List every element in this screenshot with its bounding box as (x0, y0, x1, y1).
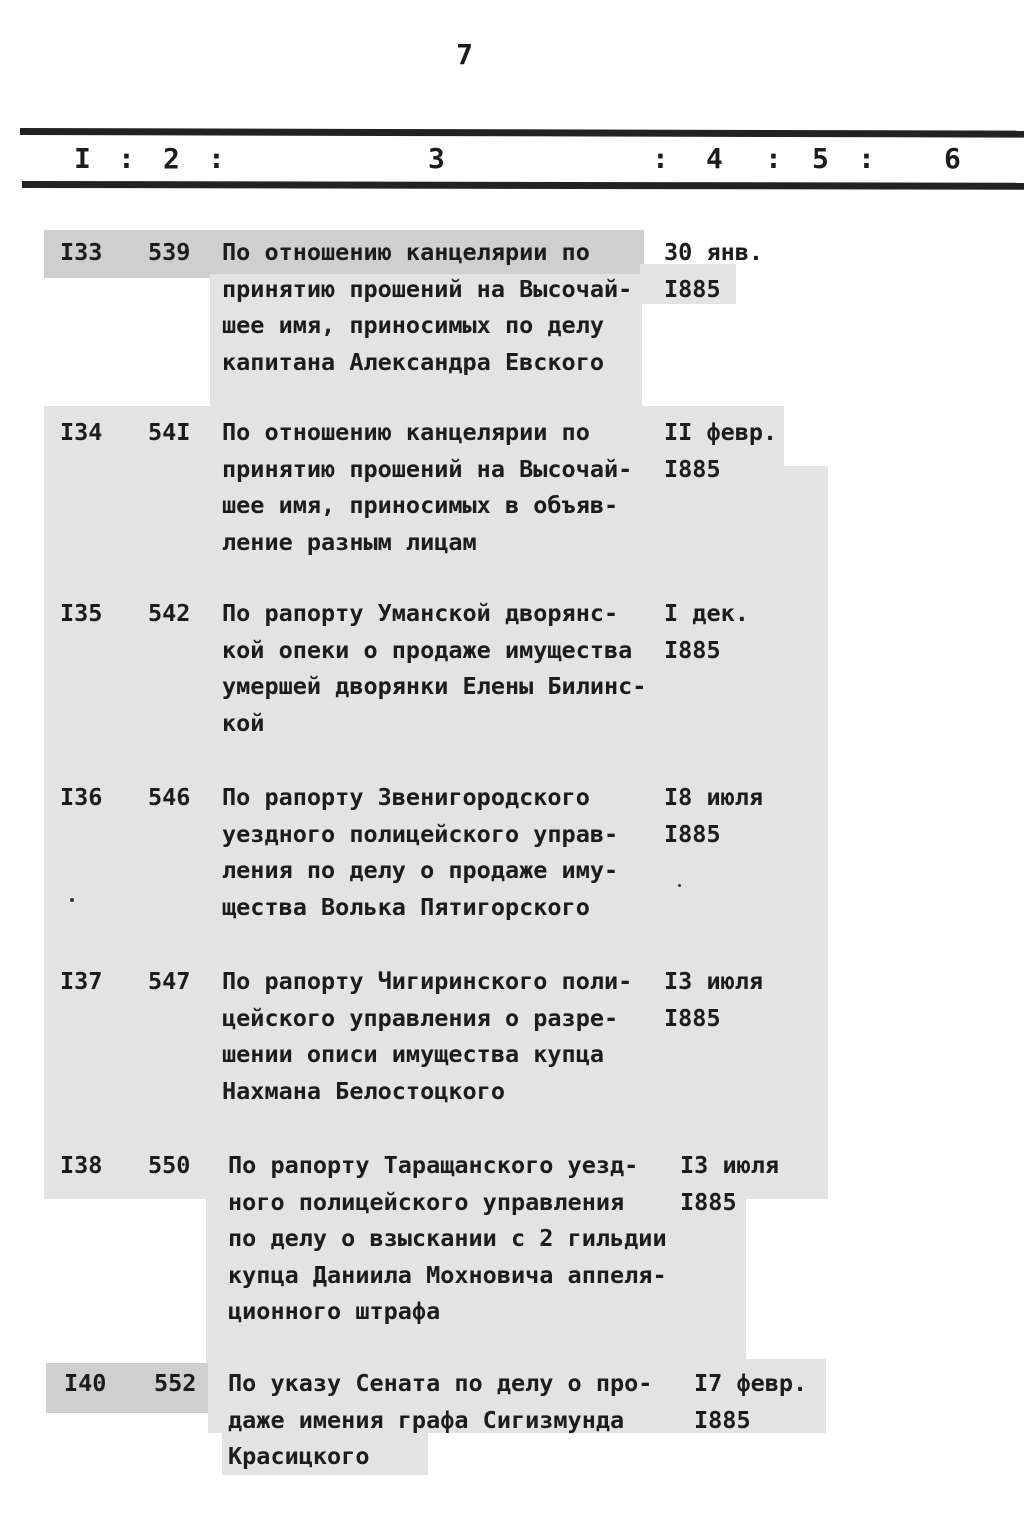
entry-number: I38 (60, 1151, 103, 1179)
column-separator: : (118, 142, 135, 175)
entry-date: I3 июля I885 (664, 967, 764, 1032)
entry-number: I33 (60, 238, 103, 266)
column-header-1: I (74, 142, 91, 175)
column-separator: : (858, 142, 875, 175)
column-header-2: 2 (163, 142, 180, 175)
page-number: 7 (456, 38, 474, 71)
entry-date: I8 июля I885 (664, 783, 764, 848)
entry-date: I дек. I885 (664, 599, 749, 664)
column-header-6: 6 (944, 142, 961, 175)
header-bottom-rule (22, 181, 1024, 190)
entry-date: 30 янв. I885 (664, 238, 764, 303)
case-number: 54I (148, 418, 191, 446)
entry-date: II февр. I885 (664, 418, 778, 483)
case-number: 552 (154, 1369, 197, 1397)
case-number: 547 (148, 967, 191, 995)
column-separator: : (208, 142, 225, 175)
column-separator: : (765, 142, 782, 175)
entry-description: По рапорту Чигиринского поли- цейского управления о разре- шении описи имущества купца Нахмана Белостоцкого (222, 967, 633, 1105)
column-header-4: 4 (706, 142, 723, 175)
column-header-row (0, 136, 1024, 180)
entry-description: По рапорту Звенигородского уездного полицейского управ- ления по делу о продаже иму- щества Волька Пятигорского (222, 783, 619, 921)
case-number: 550 (148, 1151, 191, 1179)
entry-description: По рапорту Уманской дворянс- кой опеки о продаже имущества умершей дворянки Елены Билинс- кой (222, 599, 647, 737)
case-number: 546 (148, 783, 191, 811)
entry-date: I7 февр. I885 (694, 1369, 808, 1434)
entry-description: По отношению канцелярии по принятию прошений на Высочай- шее имя, приносимых в объяв- ление разным лицам (222, 418, 633, 556)
scan-speck (70, 898, 74, 902)
entry-number: I35 (60, 599, 103, 627)
entry-number: I37 (60, 967, 103, 995)
entry-description: По отношению канцелярии по принятию прошений на Высочай- шее имя, приносимых по делу капитана Александра Евского (222, 238, 633, 376)
entry-number: I36 (60, 783, 103, 811)
entry-date: I3 июля I885 (680, 1151, 780, 1216)
column-header-5: 5 (812, 142, 829, 175)
entry-description: По указу Сената по делу о про- даже имения графа Сигизмунда Красицкого (228, 1369, 653, 1470)
case-number: 542 (148, 599, 191, 627)
column-separator: : (652, 142, 669, 175)
entry-number: I34 (60, 418, 103, 446)
column-header-3: 3 (428, 142, 445, 175)
case-number: 539 (148, 238, 191, 266)
entry-number: I40 (64, 1369, 107, 1397)
entry-description: По рапорту Таращанского уезд- ного полицейского управления по делу о взыскании с 2 гильдии купца Даниила Мохновича аппеля- ционного штрафа (228, 1151, 667, 1325)
scan-speck (678, 884, 681, 887)
